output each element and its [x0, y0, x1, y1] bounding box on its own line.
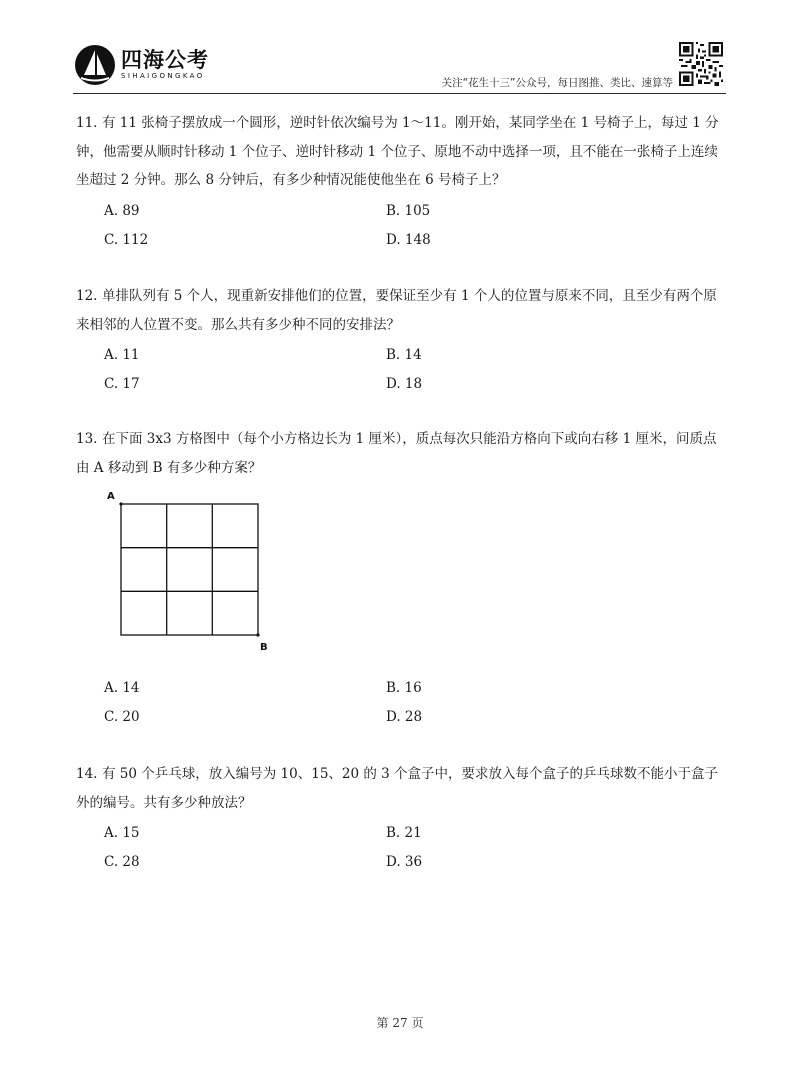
brand-logo: [75, 45, 209, 85]
question-number: 12.: [76, 288, 98, 304]
logo-chinese-name: 四海公考: [121, 48, 209, 72]
point-a-dot: [119, 502, 122, 505]
option-list: [76, 197, 726, 255]
option-list: [76, 819, 726, 877]
question-12: [76, 282, 726, 399]
option-d[interactable]: D. 36: [386, 854, 423, 870]
option-a[interactable]: A. 89: [104, 202, 140, 219]
grid-label-a: A: [107, 491, 115, 502]
option-d[interactable]: D. 28: [386, 709, 423, 725]
point-b-dot: [256, 633, 259, 636]
grid-label-b: B: [260, 642, 268, 653]
question-stem: 在下面 3x3 方格图中（每个小方格边长为 1 厘米），质点每次只能沿方格向下或向右移 1 厘米，问质点由 A 移动到 B 有多少种方案？: [76, 431, 717, 476]
page-number: 第 27 页: [376, 1016, 424, 1030]
option-c[interactable]: C. 17: [104, 376, 140, 392]
header-divider: [73, 93, 726, 94]
logo-english-name: SIHAIGONGKAO: [121, 72, 205, 80]
option-c[interactable]: C. 28: [104, 854, 140, 870]
question-13: [76, 425, 726, 482]
qr-code-icon: [679, 42, 723, 86]
option-list: [76, 341, 726, 399]
option-c[interactable]: C. 112: [104, 231, 149, 248]
question-text: [76, 425, 726, 482]
question-stem: 有 50 个乒乓球，放入编号为 10、15、20 的 3 个盒子中，要求放入每个盒子的乒乓球数不能小于盒子外的编号。共有多少种放法？: [76, 766, 719, 811]
question-number: 14.: [76, 766, 98, 782]
option-a[interactable]: A. 11: [104, 347, 140, 363]
question-14: [76, 760, 726, 877]
option-b[interactable]: B. 14: [386, 347, 422, 363]
question-text: [76, 760, 726, 817]
option-d[interactable]: D. 18: [386, 376, 423, 392]
option-a[interactable]: A. 15: [104, 825, 140, 841]
question-13-options: [76, 672, 726, 732]
question-number: 11.: [76, 115, 98, 131]
page-header: [0, 0, 800, 100]
grid-figure: [104, 488, 274, 653]
header-slogan: 关注“花生十三”公众号，每日图推、类比、速算等: [441, 77, 673, 89]
sailboat-logo-icon: [75, 45, 115, 85]
question-text: [76, 282, 726, 339]
option-list: [76, 674, 726, 732]
question-11: [76, 109, 726, 255]
question-text: [76, 109, 726, 195]
option-d[interactable]: D. 148: [386, 231, 431, 248]
option-b[interactable]: B. 16: [386, 680, 422, 696]
option-b[interactable]: B. 105: [386, 202, 431, 219]
question-stem: 单排队列有 5 个人，现重新安排他们的位置，要保证至少有 1 个人的位置与原来不同，且至少有两个原来相邻的人位置不变。那么共有多少种不同的安排法？: [76, 288, 717, 333]
option-b[interactable]: B. 21: [386, 825, 422, 841]
grid-lines: [121, 504, 258, 635]
option-a[interactable]: A. 14: [104, 680, 140, 696]
question-stem: 有 11 张椅子摆放成一个圆形，逆时针依次编号为 1～11。刚开始，某同学坐在 1 号椅子上，每过 1 分钟，他需要从顺时针移动 1 个位子、逆时针移动 1 个位子、原地不动中选择一项，且不能在一张椅子上连续坐超过 2 分钟。那么 8 分钟后，有多少种情况能使他坐在 6 号椅子上？: [76, 115, 719, 188]
option-c[interactable]: C. 20: [104, 709, 140, 725]
question-number: 13.: [76, 431, 98, 447]
